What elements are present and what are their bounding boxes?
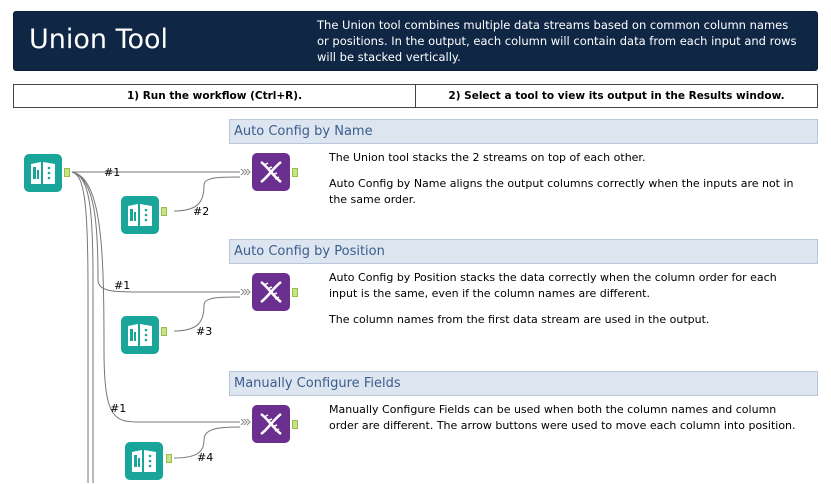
section-header-manual-config: Manually Configure Fields — [229, 371, 818, 396]
arrow-union-1 — [241, 169, 250, 175]
page-title: Union Tool — [29, 24, 169, 55]
note-text: Manually Configure Fields can be used when both the column names and column order are different. The arrow buttons were used to move each column into position. — [329, 403, 796, 432]
union-tool-manual-config[interactable] — [252, 405, 290, 443]
wire-main-down-b — [72, 172, 93, 483]
step-run-workflow: 1) Run the workflow (Ctrl+R). — [126, 90, 303, 102]
input-tool-main[interactable] — [24, 154, 62, 192]
book-input-icon — [121, 316, 159, 354]
header-description: The Union tool combines multiple data streams based on common column names or positions. In the output, each column will contain data from each input and rows will be stacked vertically. — [317, 18, 797, 64]
output-anchor[interactable] — [161, 327, 167, 336]
output-anchor[interactable] — [166, 454, 172, 463]
arrow-union-2 — [241, 289, 250, 295]
note-auto-config-name — [329, 150, 799, 218]
output-anchor[interactable] — [161, 207, 167, 216]
input-tool-2[interactable] — [121, 196, 159, 234]
dna-union-icon — [252, 273, 290, 311]
output-anchor[interactable] — [292, 420, 298, 429]
book-input-icon — [24, 154, 62, 192]
step-select-tool: 2) Select a tool to view its output in the Results window. — [415, 85, 817, 107]
note-text: The column names from the first data stream are used in the output. — [329, 313, 710, 326]
wire-label: #1 — [104, 166, 121, 179]
book-input-icon — [121, 196, 159, 234]
note-manual-config — [329, 402, 799, 444]
wire-label: #3 — [196, 325, 213, 338]
wire-label: #1 — [110, 402, 127, 415]
note-auto-config-position — [329, 270, 799, 338]
union-tool-auto-config-position[interactable] — [252, 273, 290, 311]
wire-label: #4 — [197, 451, 214, 464]
wire-label: #2 — [193, 205, 210, 218]
wire-label: #1 — [114, 279, 131, 292]
dna-union-icon — [252, 153, 290, 191]
output-anchor[interactable] — [292, 168, 298, 177]
output-anchor[interactable] — [292, 288, 298, 297]
union-tool-auto-config-name[interactable] — [252, 153, 290, 191]
note-text: Auto Config by Name aligns the output columns correctly when the inputs are not in the same order. — [329, 177, 794, 206]
arrow-union-3 — [241, 419, 250, 425]
input-tool-4[interactable] — [125, 442, 163, 480]
input-tool-3[interactable] — [121, 316, 159, 354]
output-anchor[interactable] — [64, 168, 70, 177]
note-text: The Union tool stacks the 2 streams on top of each other. — [329, 151, 646, 164]
wire-main-down-a — [72, 172, 88, 483]
book-input-icon — [125, 442, 163, 480]
section-header-auto-config-name: Auto Config by Name — [229, 119, 818, 144]
dna-union-icon — [252, 405, 290, 443]
section-header-auto-config-position: Auto Config by Position — [229, 239, 818, 264]
note-text: Auto Config by Position stacks the data correctly when the column order for each input is the same, even if the column names are different. — [329, 271, 777, 300]
